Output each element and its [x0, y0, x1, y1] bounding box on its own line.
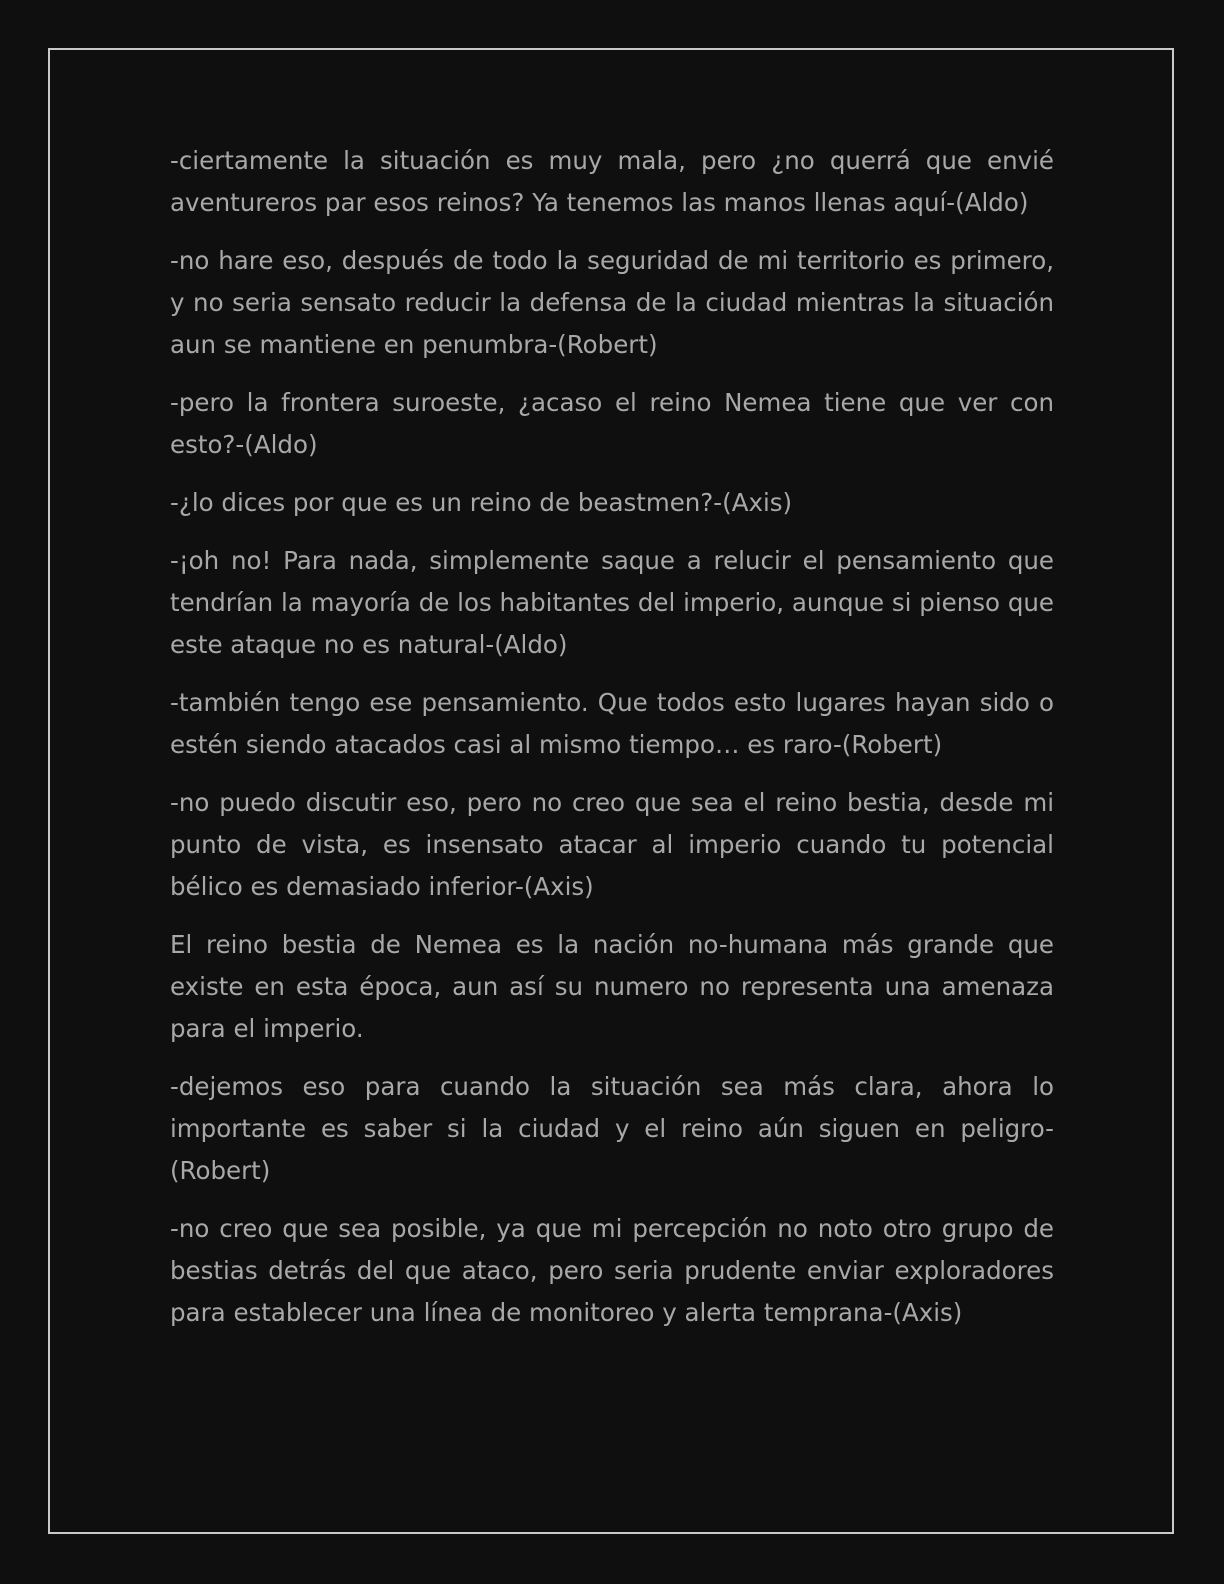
paragraph-6: -también tengo ese pensamiento. Que todos esto lugares hayan sido o estén siendo atacados casi al mismo tiempo… es raro-(Robert): [170, 688, 1054, 759]
paragraph-3: -pero la frontera suroeste, ¿acaso el reino Nemea tiene que ver con esto?-(Aldo): [170, 388, 1054, 459]
paragraph-1: -ciertamente la situación es muy mala, pero ¿no querrá que envié aventureros par esos reinos? Ya tenemos las manos llenas aquí-(Aldo): [170, 146, 1054, 217]
paragraph-9: -dejemos eso para cuando la situación sea más clara, ahora lo importante es saber si la ciudad y el reino aún siguen en peligro-(Robert): [170, 1072, 1054, 1185]
paragraph-8: El reino bestia de Nemea es la nación no-humana más grande que existe en esta época, aun así su numero no representa una amenaza para el imperio.: [170, 930, 1054, 1043]
paragraph-5: -¡oh no! Para nada, simplemente saque a relucir el pensamiento que tendrían la mayoría de los habitantes del imperio, aunque si pienso que este ataque no es natural-(Aldo): [170, 546, 1054, 659]
paragraph-2: -no hare eso, después de todo la seguridad de mi territorio es primero, y no seria sensato reducir la defensa de la ciudad mientras la situación aun se mantiene en penumbra-(Robert): [170, 246, 1054, 359]
paragraph-10: -no creo que sea posible, ya que mi percepción no noto otro grupo de bestias detrás del que ataco, pero seria prudente enviar exploradores para establecer una línea de monitoreo y alerta temprana-(Axis): [170, 1214, 1054, 1327]
paragraph-7: -no puedo discutir eso, pero no creo que sea el reino bestia, desde mi punto de vista, es insensato atacar al imperio cuando tu potencial bélico es demasiado inferior-(Axis): [170, 788, 1054, 901]
paragraph-4: -¿lo dices por que es un reino de beastmen?-(Axis): [170, 488, 793, 517]
document-body: [170, 140, 1054, 1350]
